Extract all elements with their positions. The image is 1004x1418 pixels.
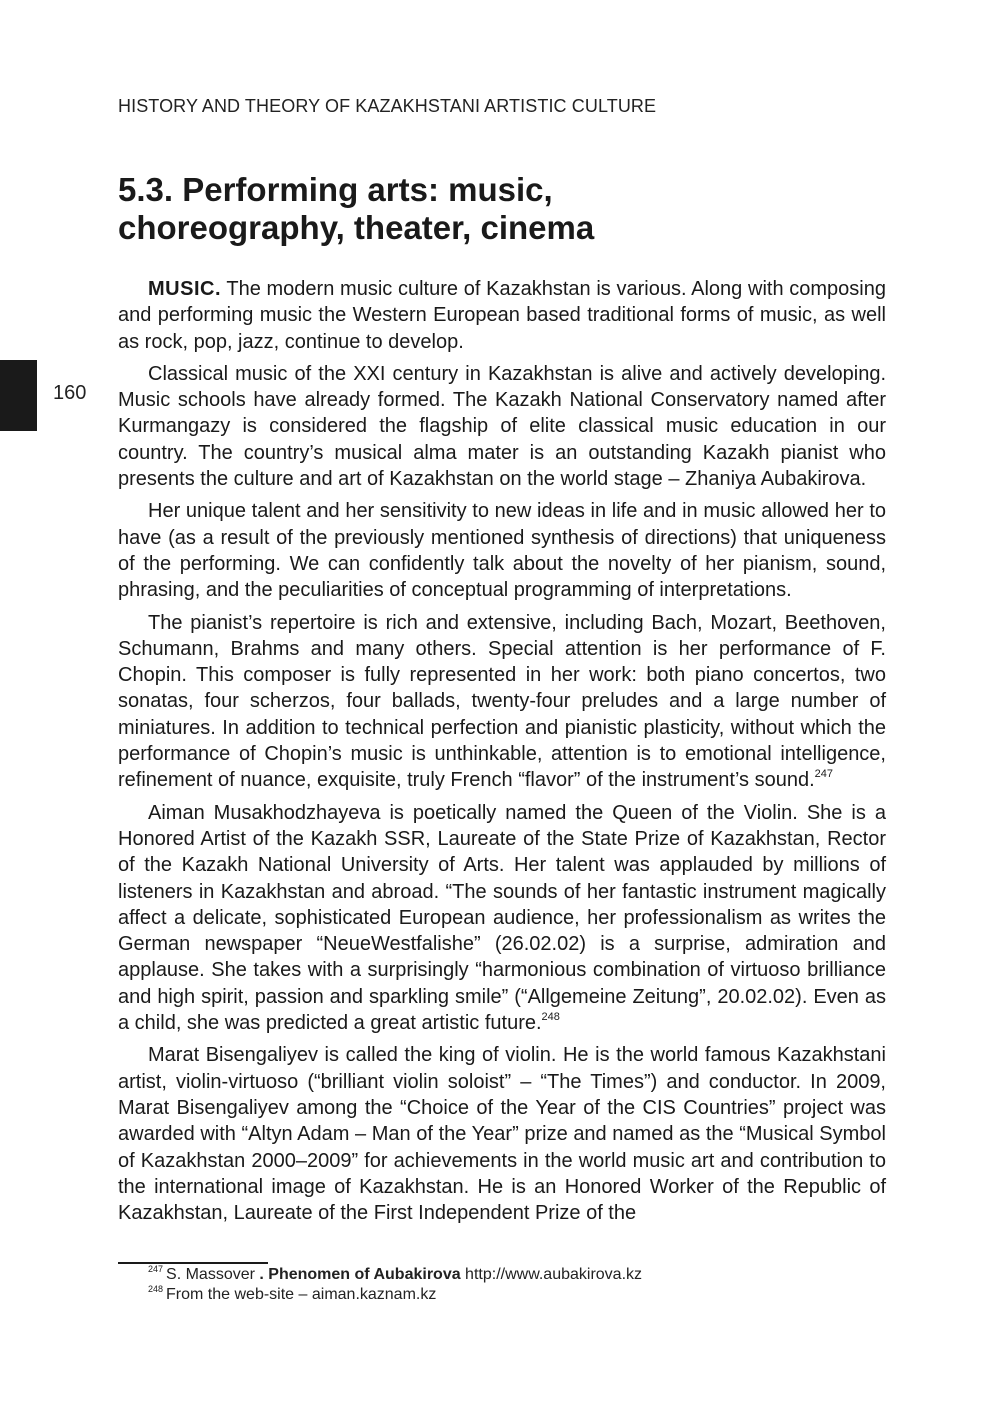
paragraph-musakhodzhayeva bbox=[118, 800, 886, 1037]
section-heading bbox=[118, 171, 818, 247]
music-lead-in: MUSIC. bbox=[148, 278, 221, 300]
paragraph-classical-music: Classical music of the XXI century in Kazakhstan is alive and actively developing. Music schools have already formed. The Kazakh National Conservatory named after Kurmangazy is considered the flagship of elite classical music education in our country. The country’s musical alma mater is an outstanding Kazakh pianist who presents the culture and art of Kazakhstan on the world stage – Zhaniya Aubakirova. bbox=[118, 362, 886, 491]
section-heading-line-1: 5.3. Performing arts: music, bbox=[118, 171, 553, 208]
page-number: 160 bbox=[53, 382, 87, 404]
section-heading-line-2: choreography, theater, cinema bbox=[118, 209, 595, 246]
paragraph-text: Aiman Musakhodzhayeva is poetically named the Queen of the Violin. She is a Honored Artist of the Kazakh SSR, Laureate of the State Prize of Kazakhstan, Rector of the Kazakh National University of Arts. Her talent was applauded by millions of listeners in Kazakhstan and abroad. “The sounds of her fantastic instrument magically affect a delicate, sophisticated European audience, her professionalism as writes the German newspaper “NeueWestfalishe” (26.02.02) is a surprise, admiration and applause. She takes with a surprisingly “harmonious combination of virtuoso brilliance and high spirit, passion and sparkling smile” (“Allgemeine Zeitung”, 20.02.02). Even as a child, she was predicted a great artistic future. bbox=[118, 801, 886, 1035]
footnote-number: 247 bbox=[148, 1264, 164, 1274]
footnotes bbox=[148, 1265, 888, 1304]
footnote-reference-248[interactable]: 248 bbox=[541, 1011, 560, 1024]
footnote-reference-247[interactable]: 247 bbox=[814, 768, 833, 781]
footnote-247 bbox=[148, 1265, 888, 1285]
page-edge-tab bbox=[0, 360, 37, 431]
footnote-divider bbox=[118, 1262, 268, 1264]
footnote-link[interactable]: http://www.aubakirova.kz bbox=[460, 1266, 643, 1283]
paragraph-bisengaliyev: Marat Bisengaliyev is called the king of violin. He is the world famous Kazakhstani artist, violin-virtuoso (“brilliant violin soloist” – “The Times”) and conductor. In 2009, Marat Bisengaliyev among the “Choice of the Year of the CIS Countries” project was awarded with “Altyn Adam – Man of the Year” prize and named as the “Musical Symbol of Kazakhstan 2000–2009” for achievements in the world music art and contribution to the international image of Kazakhstan. He is an Honored Worker of the Republic of Kazakhstan, Laureate of the First Independent Prize of the bbox=[118, 1044, 886, 1225]
paragraph-text: The modern music culture of Kazakhstan is various. Along with composing and performing music the Western European based traditional forms of music, as well as rock, pop, jazz, continue to develop. bbox=[118, 278, 886, 353]
paragraph-text: The pianist’s repertoire is rich and extensive, including Bach, Mozart, Beethoven, Schumann, Brahms and many others. Special attention is her performance of F. Chopin. This composer is fully represented in her work: both piano concertos, two sonatas, four scherzos, four ballads, twenty-four preludes and a large number of miniatures. In addition to technical perfection and pianistic plasticity, without which the performance of Chopin’s music is unthinkable, attention is to emotional intelligence, refinement of nuance, exquisite, truly French “flavor” of the instrument’s sound. bbox=[118, 611, 886, 792]
paragraph-music-intro bbox=[118, 276, 886, 355]
footnote-source: From the web-site – aiman.kaznam.kz bbox=[166, 1285, 437, 1303]
footnote-title: . Phenomen of Aubakirova bbox=[259, 1266, 461, 1283]
paragraph-unique-talent: Her unique talent and her sensitivity to new ideas in life and in music allowed her to have (as a result of the previously mentioned synthesis of directions) that uniqueness of the performing. We can confidently talk about the novelty of her pianism, sound, phrasing, and the peculiarities of conceptual programming of interpretations. bbox=[118, 500, 886, 602]
running-header: HISTORY AND THEORY OF KAZAKHSTANI ARTISTIC CULTURE bbox=[118, 96, 657, 116]
paragraph-repertoire bbox=[118, 610, 886, 794]
footnote-number: 248 bbox=[148, 1283, 164, 1294]
footnote-248 bbox=[148, 1285, 888, 1305]
body-text bbox=[118, 276, 886, 1232]
footnote-author: S. Massover bbox=[166, 1266, 260, 1283]
